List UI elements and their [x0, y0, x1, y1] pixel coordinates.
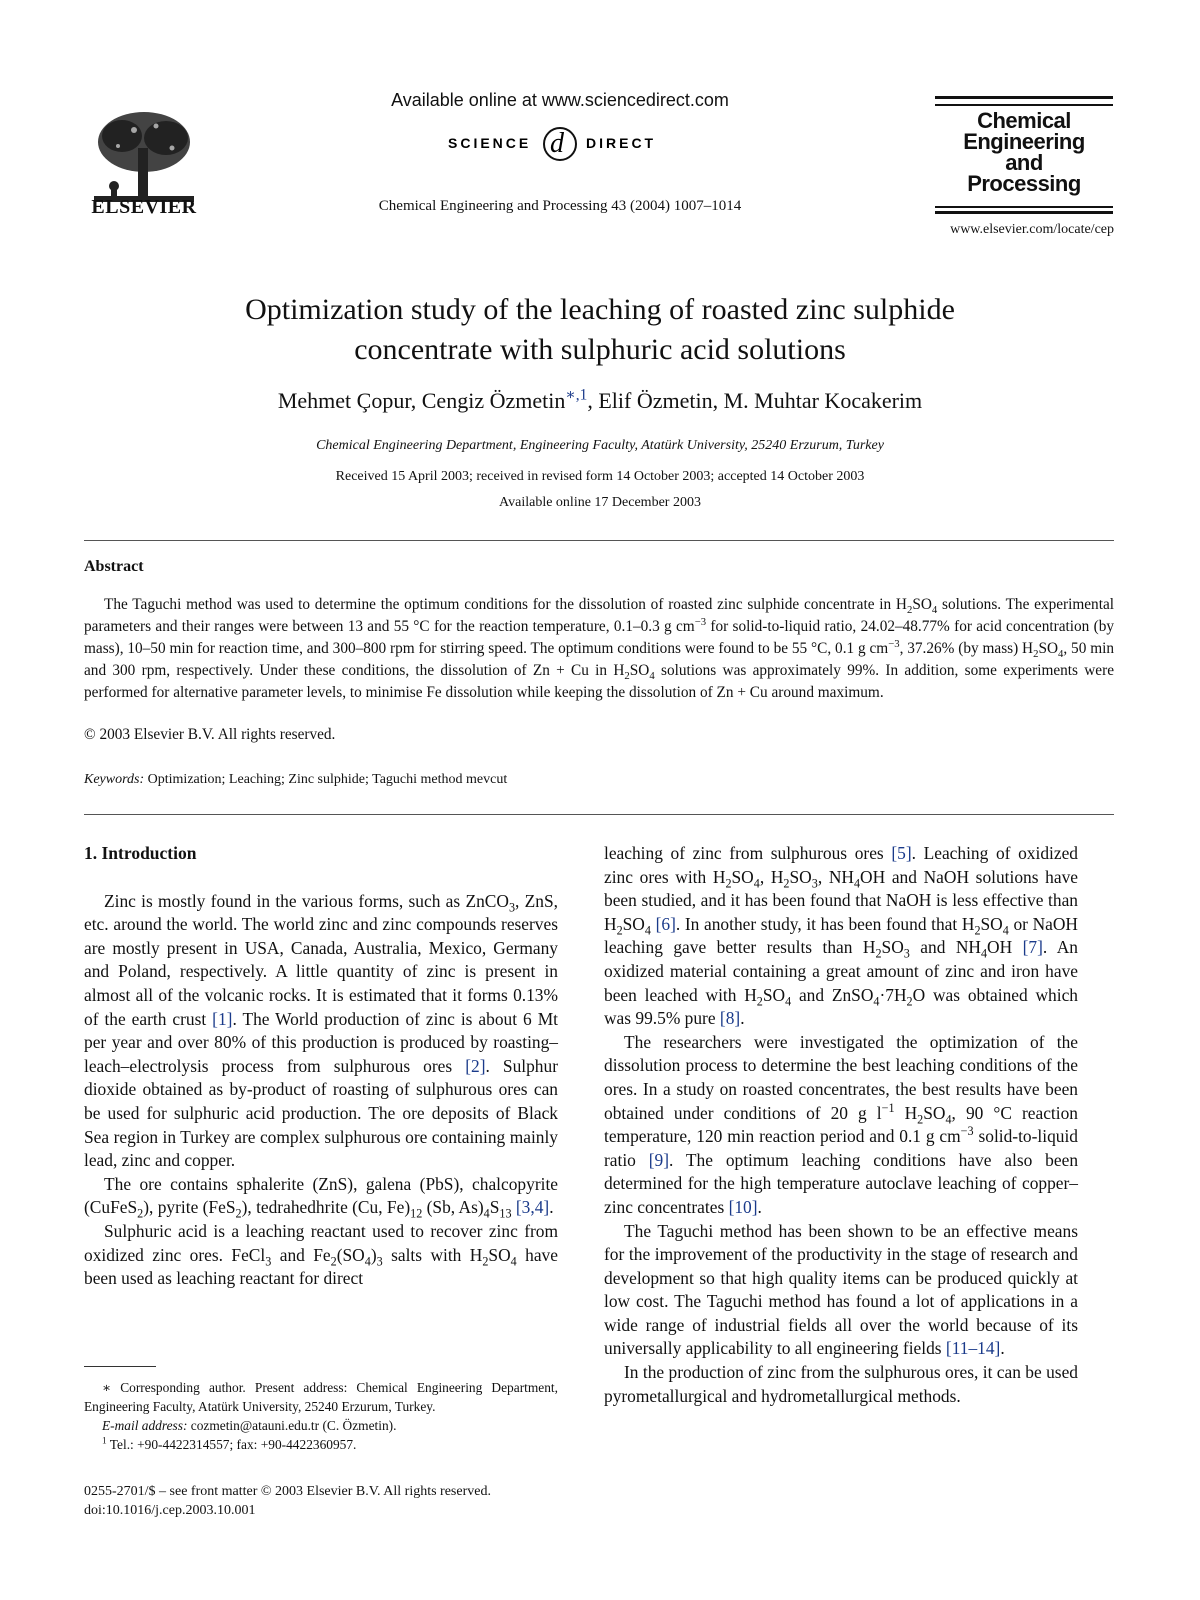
sciencedirect-logo	[440, 118, 680, 168]
journal-url-link[interactable]: www.elsevier.com/locate/cep	[950, 222, 1114, 237]
citation-link[interactable]: [7]	[1022, 937, 1043, 958]
svg-text:d: d	[550, 128, 564, 159]
body-paragraph: In the production of zinc from the sulphurous ores, it can be used pyrometallurgical and hydrometallurgical methods.	[604, 1362, 1078, 1406]
footnotes	[84, 1378, 558, 1454]
abstract-heading: Abstract	[84, 558, 144, 575]
publisher-name: ELSEVIER	[91, 196, 197, 218]
body-paragraph: Zinc is mostly found in the various forms, such as ZnCO$_3$, ZnS, etc. around the world. The world zinc and zinc compounds reserves are mostly present in USA, Canada, Australia, Mexico, Germany and Poland, respectively. A little quantity of zinc is present in almost all of the volcanic rocks. It is estimated that it forms 0.13% of the earth crust [1]. The World production of zinc is about 6 Mt per year and over 80% of this production is produced by roasting–leach–electrolysis process from sulphurous ores [2]. Sulphur dioxide obtained as by-product of roasting of sulphurous ores can be used for sulphuric acid production. The ore deposits of Black Sea region in Turkey are complex sulphurous ore containing mainly lead, zinc and copper.	[84, 890, 558, 1171]
title-line: Optimization study of the leaching of roasted zinc sulphide	[245, 293, 955, 326]
citation-link[interactable]: [5]	[891, 843, 912, 863]
received-dates: Received 15 April 2003; received in revised form 14 October 2003; accepted 14 October 2003	[335, 469, 865, 484]
left-column	[84, 842, 558, 1291]
footnote-mark: 1	[102, 1436, 107, 1447]
body-paragraph: Sulphuric acid is a leaching reactant used to recover zinc from oxidized zinc ores. FeCl$_3$ and $Fe_2(SO_4)_3$ salts with $H_2SO_4$ have been used as leaching reactant for direct	[84, 1220, 558, 1289]
journal-logo-line: and	[1005, 150, 1043, 175]
author-footnote-mark[interactable]: ∗,1	[565, 386, 588, 404]
title-line: concentrate with sulphuric acid solutions	[354, 333, 846, 366]
divider	[84, 814, 1114, 815]
body-paragraph: leaching of zinc from sulphurous ores [5]. Leaching of oxidized zinc ores with $H_2SO_4$, $H_2SO_3$, $NH_4OH$ and NaOH solutions have been studied, and it has been found that NaOH is less effective than $H_2SO_4$ [6]. In another study, it has been found that $H_2SO_4$ or NaOH leaching gave better results than $H_2SO_3$ and $NH_4OH$ [7]. An oxidized material containing a great amount of zinc and iron have been leached with $H_2SO_4$ and $ZnSO_4\cdot 7H_2O$ was obtained which was 99.5% pure [8].	[604, 843, 1078, 1029]
abstract-body	[84, 594, 1114, 704]
citation-link[interactable]: [2]	[465, 1055, 486, 1076]
author-names-rest: , Elif Özmetin, M. Muhtar Kocakerim	[587, 388, 923, 413]
affiliation: Chemical Engineering Department, Engineering Faculty, Atatürk University, 25240 Erzurum, Turkey	[316, 438, 884, 453]
abstract-paragraph: The Taguchi method was used to determine the optimum conditions for the dissolution of roasted zinc sulphide concentrate in $H_2SO_4$ solutions. The experimental parameters and their ranges were between 13 and 55 °C for the reaction temperature, 0.1–0.3 g $cm^{-3}$ for solid-to-liquid ratio, 24.02–48.77% for acid concentration (by mass), 10–50 min for reaction time, and 300–800 rpm for stirring speed. The optimum conditions were found to be 55 °C, 0.1 g $cm^{-3}$, 37.26% (by mass) $H_2SO_4$, 50 min and 300 rpm, respectively. Under these conditions, the dissolution of Zn + Cu in $H_2SO_4$ solutions was approximately 99%. In addition, some experiments were performed for alternative parameter levels, to minimise Fe dissolution while keeping the dissolution of Zn + Cu around maximum.	[84, 596, 1114, 701]
footnote-rule	[84, 1366, 156, 1367]
section-heading: 1. Introduction	[84, 843, 197, 863]
right-column	[604, 842, 1078, 1408]
journal-logo-line: Engineering	[963, 129, 1085, 154]
sd-left-text: SCIENCE	[448, 135, 532, 151]
front-matter	[84, 1482, 604, 1520]
citation-link[interactable]: [11–14]	[945, 1338, 1001, 1359]
available-online-date: Available online 17 December 2003	[499, 495, 701, 510]
citation-link[interactable]: [6]	[655, 913, 676, 934]
journal-logo-line: Chemical	[977, 108, 1071, 133]
journal-logo-line: Processing	[967, 171, 1081, 196]
body-paragraph: The researchers were investigated the optimization of the dissolution process to determine the best leaching conditions of the ores. In a study on roasted concentrates, the best results have been obtained under conditions of 20 g $l^{-1}$ $H_2SO_4$, 90 °C reaction temperature, 120 min reaction period and 0.1 g $cm^{-3}$ solid-to-liquid ratio [9]. The optimum leaching conditions have also been determined for the high temperature autoclave leaching of copper–zinc concentrates [10].	[604, 1031, 1079, 1217]
journal-logo	[935, 96, 1113, 214]
citation-link[interactable]: [8]	[719, 1008, 741, 1029]
author-list	[120, 388, 1080, 414]
body-paragraph: The Taguchi method has been shown to be an effective means for the improvement of the productivity in the stage of research and development so that high quality items can be produced quickly at low cost. The Taguchi method has found a lot of applications in a wide range of industrial fields all over the world because of its universally applicability to all engineering fields [11–14].	[604, 1220, 1078, 1359]
citation-link[interactable]: [9]	[648, 1149, 670, 1170]
footnote-corresponding: ∗ Corresponding author. Present address: Chemical Engineering Department, Engineering Faculty, Atatürk University, 25240 Erzurum, Turkey.	[84, 1380, 558, 1414]
issn-line: 0255-2701/$ – see front matter © 2003 Elsevier B.V. All rights reserved.	[84, 1484, 491, 1499]
body-paragraph: The ore contains sphalerite (ZnS), galena (PbS), chalcopyrite (CuFeS$_2$), pyrite (FeS$_2$), tedrahedhrite (Cu, $Fe)_{12}$ (Sb, $As)_4S_{13}$ [3,4].	[84, 1173, 558, 1221]
citation-link[interactable]: [1]	[212, 1008, 233, 1029]
keywords-text: Optimization; Leaching; Zinc sulphide; Taguchi method mevcut	[144, 772, 508, 787]
citation-link[interactable]: [10]	[728, 1196, 758, 1217]
phone-fax: Tel.: +90-4422314557; fax: +90-4422360957.	[106, 1437, 357, 1452]
keywords-label: Keywords:	[84, 772, 145, 787]
email-address[interactable]: cozmetin@atauni.edu.tr (C. Özmetin).	[187, 1418, 397, 1433]
citation-link[interactable]: [3,4]	[515, 1197, 550, 1218]
journal-citation: Chemical Engineering and Processing 43 (2004) 1007–1014	[378, 198, 742, 214]
article-title	[120, 290, 1080, 370]
divider	[84, 540, 1114, 541]
author-names: Mehmet Çopur, Cengiz Özmetin	[277, 388, 566, 413]
available-online-notice: Available online at www.sciencedirect.com	[391, 90, 729, 110]
keywords	[84, 772, 507, 788]
sd-right-text: DIRECT	[586, 135, 657, 151]
footnote-phone	[84, 1435, 558, 1454]
email-label: E-mail address:	[102, 1418, 188, 1433]
doi-line[interactable]: doi:10.1016/j.cep.2003.10.001	[84, 1503, 256, 1518]
abstract-copyright: © 2003 Elsevier B.V. All rights reserved.	[84, 726, 336, 743]
footnote-email	[84, 1416, 558, 1435]
